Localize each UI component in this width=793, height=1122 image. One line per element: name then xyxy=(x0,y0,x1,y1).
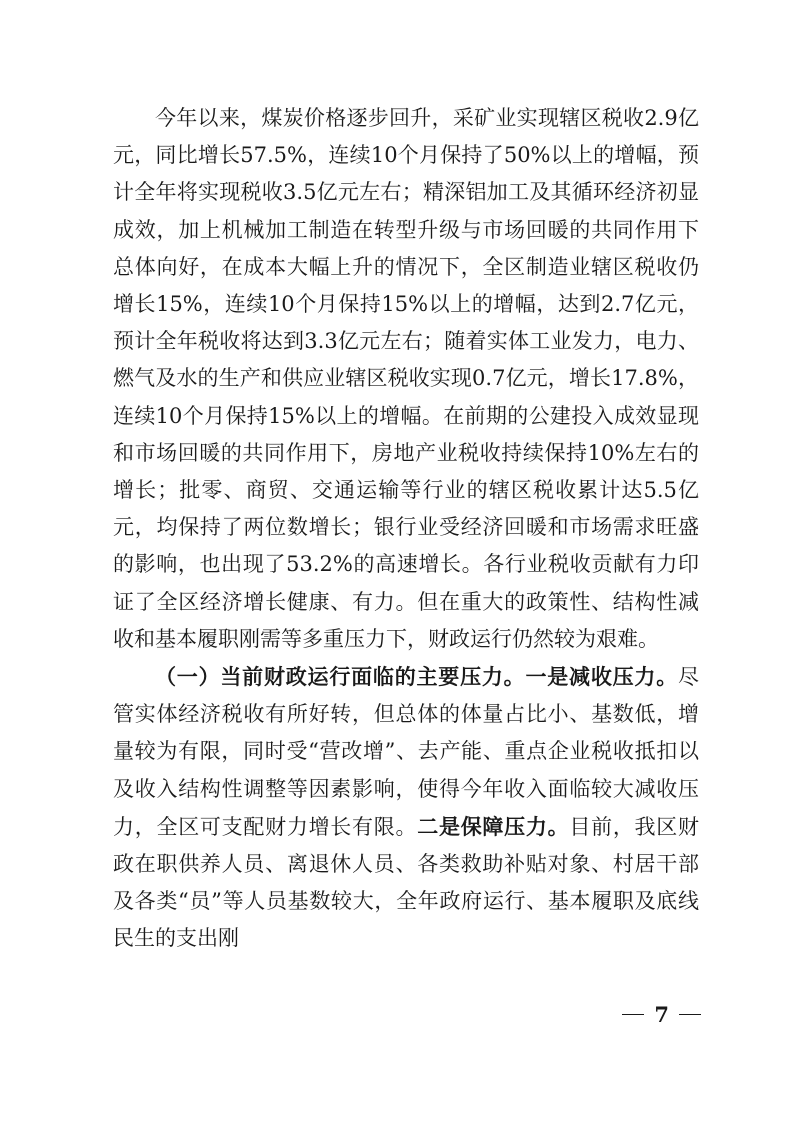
point2-text: 目前，我区财政在职供养人员、离退休人员、各类救助补贴对象、村居干部及各类“员”等人员基数较大，全年政府运行、基本履职及底线民生的支出刚 xyxy=(113,814,700,951)
point1-text: 尽管实体经济税收有所好转，但总体的体量占比小、基数低，增量较为有限，同时受“营改增”、去产能、重点企业税收抵扣以及收入结构性调整等因素影响，使得今年收入面临较大减收压力，全区可支配财力增长有限。 xyxy=(113,665,700,839)
page-footer xyxy=(622,1002,701,1027)
point2-title: 二是保障压力。 xyxy=(417,813,570,839)
section-heading: （一）当前财政运行面临的主要压力。 xyxy=(155,664,526,690)
body-text xyxy=(113,100,699,958)
right-dash xyxy=(679,1014,701,1016)
left-dash xyxy=(622,1014,644,1016)
paragraph-tax-revenue: 今年以来，煤炭价格逐步回升，采矿业实现辖区税收2.9亿元，同比增长57.5%，连续10个月保持了50%以上的增幅，预计全年将实现税收3.5亿元左右；精深铝加工及其循环经济初显成效，加上机械加工制造在转型升级与市场回暖的共同作用下总体向好，在成本大幅上升的情况下，全区制造业辖区税收仍增长15%，连续10个月保持15%以上的增幅，达到2.7亿元，预计全年税收将达到3.3亿元左右；随着实体工业发力，电力、燃气及水的生产和供应业辖区税收实现0.7亿元，增长17.8%，连续10个月保持15%以上的增幅。在前期的公建投入成效显现和市场回暖的共同作用下，房地产业税收持续保持10%左右的增长；批零、商贸、交通运输等行业的辖区税收累计达5.5亿元，均保持了两位数增长；银行业受经济回暖和市场需求旺盛的影响，也出现了53.2%的高速增长。各行业税收贡献有力印证了全区经济增长健康、有力。但在重大的政策性、结构性减收和基本履职刚需等多重压力下，财政运行仍然较为艰难。 xyxy=(113,106,699,651)
paragraph-fiscal-pressure xyxy=(113,658,699,958)
page-number: 7 xyxy=(654,1002,669,1027)
point1-title: 一是减收压力。 xyxy=(525,664,679,690)
